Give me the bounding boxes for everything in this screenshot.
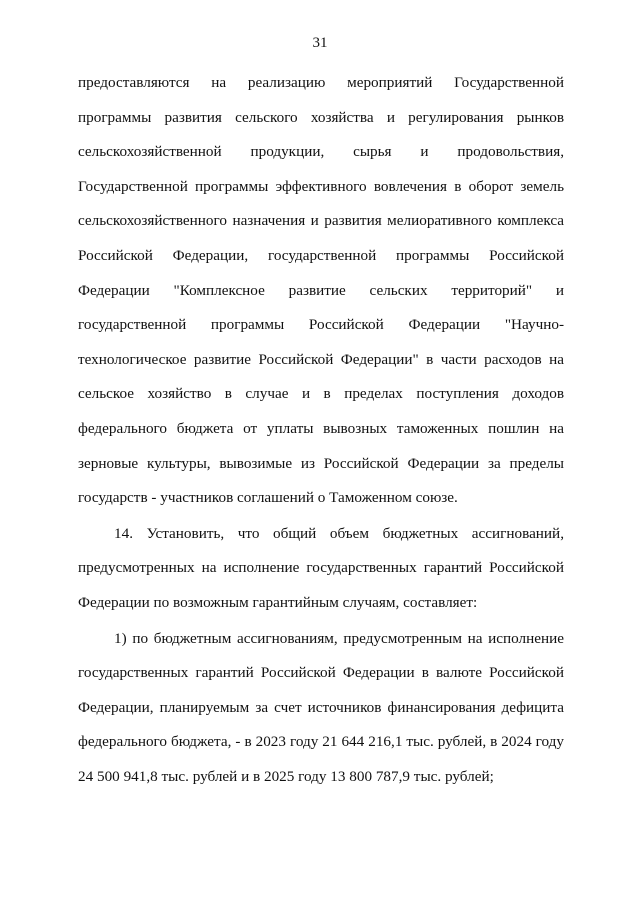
- document-body: [78, 66, 564, 794]
- text-line: 14. Установить, что общий объем бюджетных ассигнований,: [114, 524, 564, 542]
- page-number: 31: [312, 35, 328, 51]
- text-line: зерновые культуры, вывозимые из Российской Федерации за пределы: [78, 454, 564, 472]
- text-line: Федерации "Комплексное развитие сельских территорий" и: [78, 281, 564, 299]
- text-line: программы развития сельского хозяйства и регулирования рынков: [78, 108, 564, 126]
- text-line: 1) по бюджетным ассигнованиям, предусмотренным на исполнение: [114, 629, 564, 647]
- paragraph-continuation: [78, 66, 564, 516]
- paragraph-item-14: [78, 517, 564, 621]
- text-line: Российской Федерации, государственной программы Российской: [78, 246, 564, 264]
- text-line: федерального бюджета, - в 2023 году 21 644 216,1 тыс. рублей, в 2024 году: [78, 733, 564, 751]
- text-line: технологическое развитие Российской Федерации" в части расходов на: [78, 350, 564, 368]
- text-line: Федерации, планируемым за счет источников финансирования дефицита: [78, 698, 564, 716]
- text-line: предусмотренных на исполнение государственных гарантий Российской: [78, 559, 564, 577]
- text-line: государственных гарантий Российской Федерации в валюте Российской: [78, 664, 564, 682]
- text-line: Государственной программы эффективного вовлечения в оборот земель: [78, 177, 564, 195]
- text-line: сельское хозяйство в случае и в пределах поступления доходов: [78, 385, 564, 403]
- text-line: федерального бюджета от уплаты вывозных таможенных пошлин на: [78, 419, 564, 437]
- text-line: предоставляются на реализацию мероприятий Государственной: [78, 74, 564, 91]
- text-line: сельскохозяйственной продукции, сырья и продовольствия,: [78, 143, 564, 161]
- text-line: 24 500 941,8 тыс. рублей и в 2025 году 13 800 787,9 тыс. рублей;: [78, 767, 494, 785]
- paragraph-subitem-1: [78, 622, 564, 795]
- text-line: государственной программы Российской Федерации "Научно-: [78, 316, 564, 334]
- text-line: Федерации по возможным гарантийным случаям, составляет:: [78, 593, 478, 611]
- text-line: государств - участников соглашений о Таможенном союзе.: [78, 489, 458, 507]
- text-line: сельскохозяйственного назначения и развития мелиоративного комплекса: [78, 212, 564, 230]
